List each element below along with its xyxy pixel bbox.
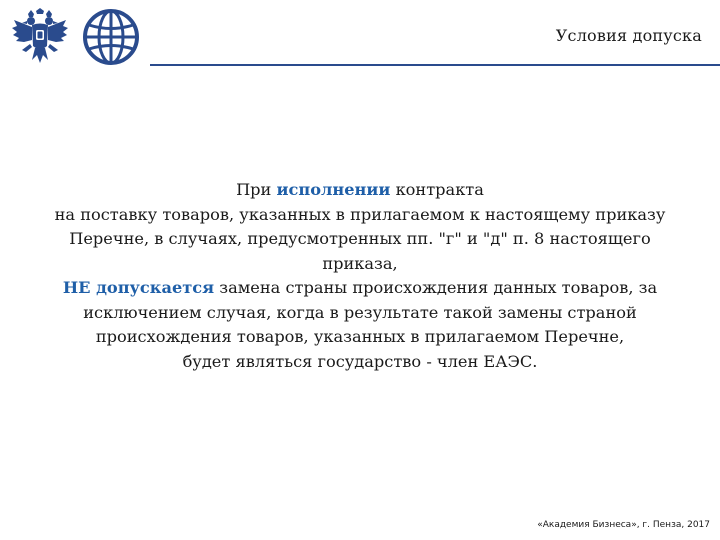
header-divider [150, 64, 720, 66]
text-line-2: на поставку товаров, указанных в прилагаемом к настоящему приказу [54, 204, 666, 224]
footer-caption: «Академия Бизнеса», г. Пенза, 2017 [537, 520, 710, 530]
emphasis-not-allowed: НЕ допускается [62, 278, 215, 297]
text-segment: При [236, 180, 277, 199]
text-line-5 [22, 276, 698, 301]
text-line-3: Перечне, в случаях, предусмотренных пп. "г" и "д" п. 8 настоящего [69, 229, 651, 248]
slide-title: Условия допуска [555, 26, 702, 45]
globe-icon [82, 8, 140, 66]
header [0, 0, 720, 70]
emphasis-execution: исполнении [276, 180, 391, 199]
text-line-4: приказа, [322, 253, 398, 273]
text-line-1 [22, 178, 698, 203]
text-segment: замена страны происхождения данных товаров, за [214, 278, 658, 297]
eagle-emblem-icon [10, 8, 70, 66]
text-line-8: будет являться государство - член ЕАЭС. [182, 351, 538, 371]
main-paragraph [22, 178, 698, 374]
text-segment: контракта [390, 180, 484, 199]
text-line-6: исключением случая, когда в результате такой замены страной [83, 302, 637, 322]
text-line-7: происхождения товаров, указанных в прилагаемом Перечне, [95, 327, 625, 346]
